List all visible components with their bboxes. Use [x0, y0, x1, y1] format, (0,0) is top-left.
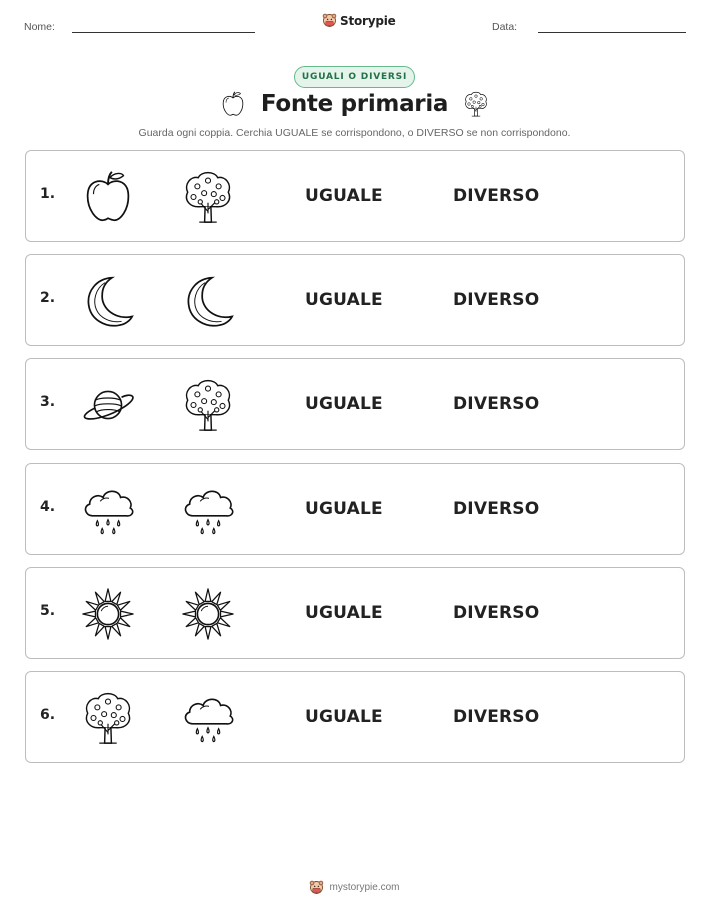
- exercise-row: [25, 150, 685, 242]
- option-uguale[interactable]: UGUALE: [305, 499, 383, 519]
- footer-url: mystorypie.com: [329, 882, 400, 893]
- brand-name: Storypie: [340, 13, 396, 28]
- category-badge: UGUALI O DIVERSI: [294, 66, 415, 88]
- planet-icon: [79, 376, 137, 434]
- row-number: 6.: [40, 707, 56, 723]
- footer: [0, 880, 709, 895]
- name-label: Nome:: [24, 21, 55, 33]
- date-label: Data:: [492, 21, 518, 33]
- option-diverso[interactable]: DIVERSO: [453, 186, 540, 206]
- option-diverso[interactable]: DIVERSO: [453, 290, 540, 310]
- rain-cloud-icon: [79, 481, 137, 539]
- option-uguale[interactable]: UGUALE: [305, 603, 383, 623]
- option-diverso[interactable]: DIVERSO: [453, 707, 540, 727]
- option-diverso[interactable]: DIVERSO: [453, 499, 540, 519]
- row-number: 4.: [40, 499, 56, 515]
- sun-icon: [79, 585, 137, 643]
- exercise-row: [25, 358, 685, 450]
- storypie-mascot-icon: [309, 880, 324, 895]
- rain-cloud-icon: [179, 481, 237, 539]
- exercise-row: [25, 463, 685, 555]
- instructions: Guarda ogni coppia. Cerchia UGUALE se corrispondono, o DIVERSO se non corrispondono.: [138, 127, 571, 139]
- rain-cloud-icon: [179, 689, 237, 747]
- tree-icon: [79, 689, 137, 747]
- exercise-row: [25, 254, 685, 346]
- moon-icon: [179, 272, 237, 330]
- option-uguale[interactable]: UGUALE: [305, 707, 383, 727]
- row-number: 1.: [40, 186, 56, 202]
- option-diverso[interactable]: DIVERSO: [453, 394, 540, 414]
- row-number: 2.: [40, 290, 56, 306]
- tree-icon: [179, 168, 237, 226]
- apple-icon: [219, 90, 247, 118]
- exercise-row: [25, 567, 685, 659]
- option-uguale[interactable]: UGUALE: [305, 186, 383, 206]
- exercise-row: [25, 671, 685, 763]
- tree-icon: [462, 90, 490, 118]
- title-row: [0, 90, 709, 118]
- tree-icon: [179, 376, 237, 434]
- row-number: 5.: [40, 603, 56, 619]
- brand-logo: [322, 13, 396, 28]
- name-line[interactable]: [72, 32, 255, 33]
- row-number: 3.: [40, 394, 56, 410]
- option-uguale[interactable]: UGUALE: [305, 394, 383, 414]
- storypie-mascot-icon: [322, 13, 337, 28]
- date-line[interactable]: [538, 32, 686, 33]
- option-uguale[interactable]: UGUALE: [305, 290, 383, 310]
- option-diverso[interactable]: DIVERSO: [453, 603, 540, 623]
- page-title: Fonte primaria: [260, 91, 449, 117]
- apple-icon: [79, 168, 137, 226]
- moon-icon: [79, 272, 137, 330]
- sun-icon: [179, 585, 237, 643]
